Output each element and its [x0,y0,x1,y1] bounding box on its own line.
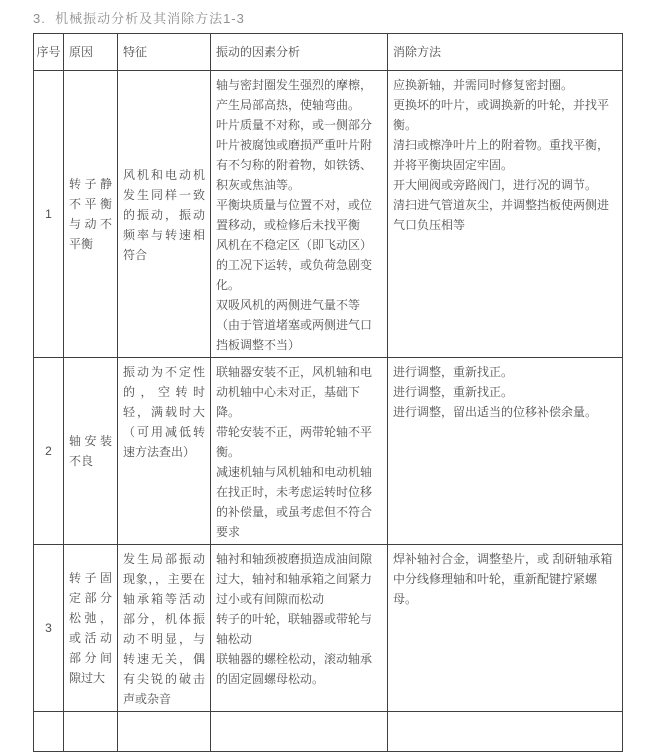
analysis-paragraph: 轴衬和轴颈被磨损造成油间隙过大，轴衬和轴承箱之间紧力过小或有间隙而松动 [216,552,373,606]
header-analysis: 振动的因素分析 [211,34,388,71]
analysis-paragraph: 带轮安装不正，两带轮轴不平衡。 [216,425,373,459]
cell-method [388,358,623,545]
analysis-paragraph: 风机在不稳定区（即飞动区）的工况下运转，或负荷急剧变化。 [216,238,373,292]
cell-cause: 转子静不平衡与动不平衡 [64,71,118,358]
header-no: 序号 [34,34,64,71]
analysis-paragraph: 轴与密封圈发生强烈的摩檫，产生局部高热，使轴弯曲。 [216,78,373,112]
cell-cause [64,712,118,752]
method-paragraph: 进行调整，留出适当的位移补偿余量。 [393,405,598,419]
table-row-partial [34,712,623,752]
cell-feature: 振动为不定性的，空转时轻，满载时大（可用减低转速方法查出） [118,358,211,545]
method-paragraph: 应换新轴，并需同时修复密封圈。 [393,78,574,92]
cell-analysis [211,358,388,545]
cell-feature: 发生局部振动现象，，主要在轴承箱等活动部分，机体振动不明显，与转速无关，偶有尖锐的破击声或杂音 [118,545,211,712]
page [0,8,652,704]
cell-no: 3 [34,545,64,712]
page-title: 3. 机械振动分析及其消除方法1-3 [33,11,245,26]
analysis-paragraph: 联轴器的螺栓松动，滚动轴承的固定圆螺母松动。 [216,652,373,686]
cell-method [388,71,623,358]
analysis-paragraph: 双吸风机的两侧进气量不等（由于管道堵塞或两侧进气口挡板调整不当） [216,298,373,352]
method-paragraph: 进行调整，重新找正。 [393,365,514,379]
method-paragraph: 更换坏的叶片，或调换新的叶轮，并找平衡。 [393,98,610,132]
cell-cause: 轴安装不良 [64,358,118,545]
table-row [34,71,623,358]
cell-no: 1 [34,71,64,358]
analysis-paragraph: 平衡块质量与位置不对，或位置移动，或检修后未找平衡 [216,198,373,232]
header-method: 消除方法 [388,34,623,71]
table-row [34,545,623,712]
method-paragraph: 开大闸阀或旁路阀门，进行况的调节。 [393,178,598,192]
cell-feature: 风机和电动机发生同样一致的振动，振动频率与转速相符合 [118,71,211,358]
table-row [34,358,623,545]
cell-analysis [211,71,388,358]
header-cause: 原因 [64,34,118,71]
analysis-paragraph: 联轴器安装不正，风机轴和电动机轴中心未对正，基础下降。 [216,365,373,419]
analysis-paragraph: 叶片质量不对称，或一侧部分叶片被腐蚀或磨损严重叶片附有不匀称的附着物，如铁锈、积灰或焦油等。 [216,118,373,192]
method-paragraph: 进行调整，重新找正。 [393,385,514,399]
vibration-analysis-table [33,33,623,752]
cell-analysis [211,712,388,752]
analysis-paragraph: 转子的叶轮，联轴器或带轮与轴松动 [216,612,373,646]
cell-no [34,712,64,752]
cell-analysis [211,545,388,712]
header-feature: 特征 [118,34,211,71]
method-paragraph: 清扫或檫净叶片上的附着物。重找平衡，并将平衡块固定牢固。 [393,138,610,172]
table-header-row [34,34,623,71]
cell-no: 2 [34,358,64,545]
analysis-paragraph: 减速机轴与风机轴和电动机轴在找正时，未考虑运转时位移的补偿量，或虽考虑但不符合要求 [216,465,373,539]
method-paragraph: 清扫进气管道灰尘，并调整挡板使两侧进气口负压相等 [393,198,610,232]
cell-cause: 转子固定部分松弛，或活动部分间隙过大 [64,545,118,712]
cell-method [388,545,623,712]
cell-feature [118,712,211,752]
method-paragraph: 焊补轴衬合金，调整垫片，或 刮研轴承箱中分线修理轴和叶轮，重新配键拧紧螺母。 [393,552,613,606]
cell-method [388,712,623,752]
